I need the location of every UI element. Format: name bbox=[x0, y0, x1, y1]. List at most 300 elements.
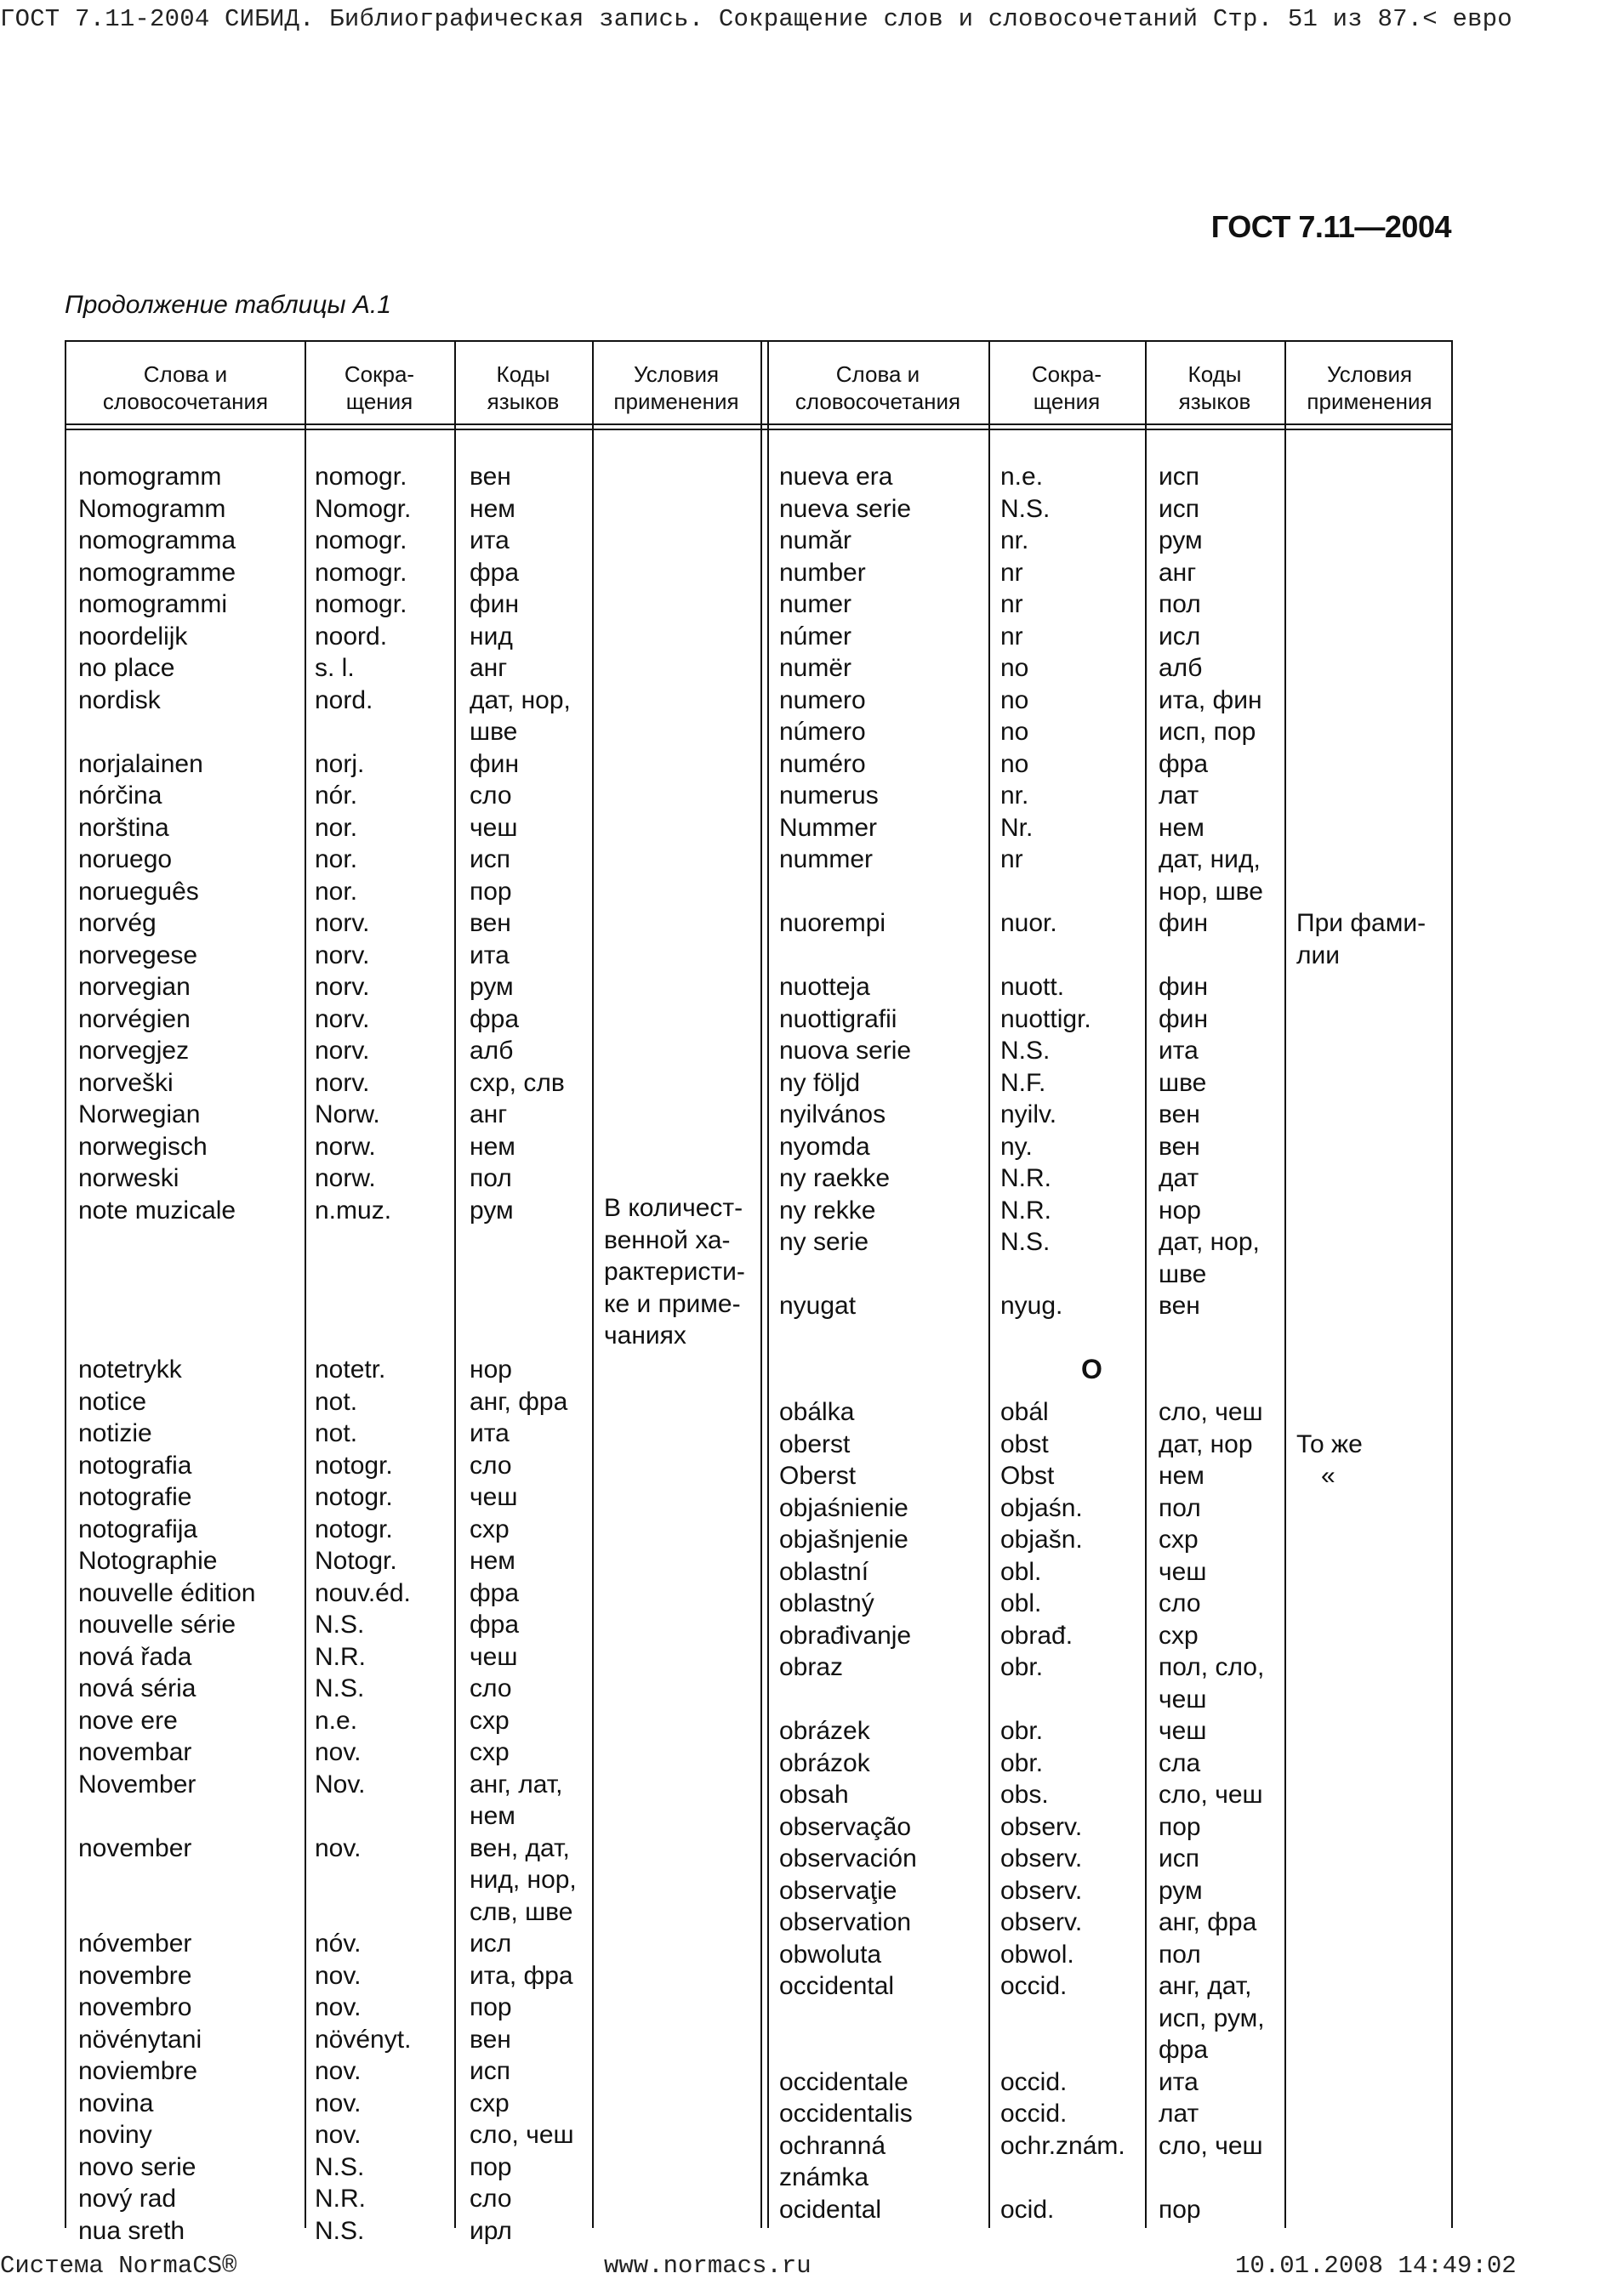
table-cell-word: ochranná bbox=[779, 2131, 886, 2160]
table-cell-word: nomogramme bbox=[78, 558, 236, 587]
table-cell-abbreviation: N.R. bbox=[315, 2185, 366, 2213]
table-cell-word: objaśnienie bbox=[779, 1493, 908, 1522]
table-cell-language-codes: пол, сло, bbox=[1159, 1653, 1265, 1681]
column-header-conditions: Условия применения bbox=[1307, 361, 1432, 414]
table-cell-abbreviation: notogr. bbox=[315, 1483, 393, 1511]
table-cell-word: noviembre bbox=[78, 2057, 198, 2085]
table-cell-word: norvegese bbox=[78, 941, 198, 969]
table-cell-language-codes: исп, рум, bbox=[1159, 2003, 1265, 2032]
table-cell-word: no place bbox=[78, 654, 175, 682]
table-cell-language-codes: фра bbox=[470, 1578, 520, 1607]
table-cell-word: norvég bbox=[78, 909, 157, 937]
table-cell-language-codes: рум bbox=[470, 1196, 514, 1225]
table-cell-language-codes: фин bbox=[470, 590, 520, 618]
table-cell-word: occidentalis bbox=[779, 2100, 913, 2128]
table-cell-abbreviation: norw. bbox=[315, 1164, 376, 1192]
table-cell-word: nouvelle série bbox=[78, 1611, 236, 1639]
table-cell-word: nuorempi bbox=[779, 909, 886, 937]
table-cell-word: nový rad bbox=[78, 2185, 177, 2213]
table-cell-language-codes: нор bbox=[470, 1355, 512, 1384]
table-cell-abbreviation: obwol. bbox=[1000, 1940, 1074, 1969]
table-cell-language-codes: сло bbox=[1159, 1589, 1201, 1617]
table-cell-word: nuotteja bbox=[779, 973, 870, 1001]
table-cell-word: notografija bbox=[78, 1515, 198, 1543]
table-cell-word: nóvember bbox=[78, 1929, 192, 1958]
table-cell-language-codes: вен bbox=[1159, 1100, 1200, 1128]
table-cell-language-codes: схр bbox=[470, 1706, 510, 1735]
table-cell-word: norvégien bbox=[78, 1004, 191, 1033]
table-cell-abbreviation: obál bbox=[1000, 1398, 1049, 1426]
table-cell-abbreviation: nóv. bbox=[315, 1929, 362, 1958]
section-letter: О bbox=[1081, 1354, 1102, 1384]
table-cell-abbreviation: observ. bbox=[1000, 1812, 1083, 1841]
table-cell-abbreviation: nov. bbox=[315, 1833, 362, 1862]
table-cell-word: norvegjez bbox=[78, 1037, 190, 1065]
table-cell-abbreviation: nr bbox=[1000, 558, 1023, 587]
table-cell-abbreviation: n.e. bbox=[315, 1706, 358, 1735]
table-cell-word: observaţie bbox=[779, 1876, 897, 1905]
table-cell-word: observación bbox=[779, 1844, 917, 1873]
table-cell-word: observation bbox=[779, 1908, 912, 1936]
table-cell-abbreviation: occid. bbox=[1000, 1972, 1068, 2000]
table-cell-language-codes: шве bbox=[1159, 1068, 1207, 1097]
table-cell-language-codes: пор bbox=[470, 877, 512, 906]
table-cell-language-codes: ита bbox=[1159, 1037, 1199, 1065]
table-cell-abbreviation: nr bbox=[1000, 622, 1023, 651]
table-cell-word: observação bbox=[779, 1812, 912, 1841]
table-cell-abbreviation: not. bbox=[315, 1419, 358, 1447]
table-cell-language-codes: шве bbox=[470, 718, 518, 746]
table-cell-word: oblastný bbox=[779, 1589, 874, 1617]
table-cell-word: occidentale bbox=[779, 2067, 908, 2096]
table-cell-word: objašnjenie bbox=[779, 1526, 908, 1554]
table-cell-word: număr bbox=[779, 526, 852, 554]
table-cell-abbreviation: nomogr. bbox=[315, 558, 407, 587]
table-cell-abbreviation: N.F. bbox=[1000, 1068, 1046, 1097]
table-cell-language-codes: вен bbox=[1159, 1132, 1200, 1161]
table-cell-language-codes: алб bbox=[470, 1037, 514, 1065]
table-cell-word: note muzicale bbox=[78, 1196, 236, 1225]
table-cell-language-codes: слв, шве bbox=[470, 1897, 573, 1926]
table-cell-language-codes: нем bbox=[470, 1802, 515, 1830]
table-cell-word: nordisk bbox=[78, 685, 161, 714]
table-cell-word: norjalainen bbox=[78, 749, 203, 778]
table-cell-language-codes: фра bbox=[1159, 2036, 1209, 2064]
table-cell-word: novo serie bbox=[78, 2152, 196, 2181]
table-cell-language-codes: рум bbox=[470, 973, 514, 1001]
table-cell-language-codes: дат bbox=[1159, 1164, 1199, 1192]
table-cell-language-codes: чеш bbox=[1159, 1685, 1207, 1713]
table-cell-abbreviation: N.R. bbox=[1000, 1164, 1051, 1192]
table-cell-abbreviation: N.S. bbox=[1000, 1228, 1051, 1256]
table-cell-language-codes: исл bbox=[1159, 622, 1201, 651]
table-cell-word: nove ere bbox=[78, 1706, 178, 1735]
table-cell-abbreviation: N.S. bbox=[315, 1674, 365, 1702]
table-cell-word: nua sreth bbox=[78, 2216, 185, 2245]
table-cell-language-codes: сло bbox=[470, 1451, 512, 1480]
table-cell-language-codes: анг, фра bbox=[470, 1387, 568, 1416]
column-divider bbox=[305, 342, 306, 2228]
table-cell-language-codes: нид bbox=[470, 622, 513, 651]
table-cell-abbreviation: nov. bbox=[315, 1993, 362, 2021]
table-cell-abbreviation: nyug. bbox=[1000, 1292, 1063, 1320]
table-cell-condition: « bbox=[1321, 1462, 1335, 1490]
table-cell-language-codes: анг, дат, bbox=[1159, 1972, 1252, 2000]
table-cell-abbreviation: nór. bbox=[315, 781, 358, 810]
table-cell-language-codes: вен, дат, bbox=[470, 1833, 570, 1862]
table-cell-word: nouvelle édition bbox=[78, 1578, 256, 1607]
table-cell-abbreviation: nov. bbox=[315, 2121, 362, 2149]
table-cell-word: noruego bbox=[78, 845, 173, 873]
table-cell-language-codes: пор bbox=[470, 2152, 512, 2181]
table-cell-word: obrađivanje bbox=[779, 1621, 912, 1650]
table-cell-abbreviation: norj. bbox=[315, 749, 365, 778]
table-cell-word: numéro bbox=[779, 749, 866, 778]
table-cell-language-codes: пол bbox=[1159, 590, 1201, 618]
table-cell-abbreviation: no bbox=[1000, 685, 1029, 714]
table-cell-word: nová séria bbox=[78, 1674, 196, 1702]
table-cell-abbreviation: obs. bbox=[1000, 1781, 1049, 1809]
table-cell-language-codes: вен bbox=[470, 2025, 511, 2054]
table-cell-word: notice bbox=[78, 1387, 147, 1416]
table-cell-language-codes: дат, нор bbox=[1159, 1429, 1253, 1458]
table-cell-abbreviation: nyilv. bbox=[1000, 1100, 1057, 1128]
table-cell-abbreviation: norv. bbox=[315, 909, 370, 937]
table-cell-word: numero bbox=[779, 685, 866, 714]
table-cell-abbreviation: N.S. bbox=[315, 1611, 365, 1639]
table-cell-abbreviation: Nr. bbox=[1000, 813, 1034, 842]
column-header-codes: Коды языков bbox=[487, 361, 560, 414]
table-cell-language-codes: фин bbox=[1159, 909, 1209, 937]
table-cell-word: Oberst bbox=[779, 1462, 857, 1490]
table-cell-word: novembro bbox=[78, 1993, 192, 2021]
table-cell-abbreviation: observ. bbox=[1000, 1844, 1083, 1873]
table-cell-word: numer bbox=[779, 590, 852, 618]
table-cell-word: nueva serie bbox=[779, 494, 912, 523]
table-cell-word: nyugat bbox=[779, 1292, 857, 1320]
table-cell-word: nueva era bbox=[779, 463, 893, 491]
table-cell-word: ny rekke bbox=[779, 1196, 876, 1225]
table-cell-word: nuova serie bbox=[779, 1037, 912, 1065]
table-cell-language-codes: рум bbox=[1159, 1876, 1203, 1905]
table-cell-language-codes: вен bbox=[470, 909, 511, 937]
table-cell-abbreviation: objaśn. bbox=[1000, 1493, 1083, 1522]
table-cell-language-codes: пол bbox=[1159, 1940, 1201, 1969]
table-cell-language-codes: чеш bbox=[1159, 1557, 1207, 1586]
table-cell-abbreviation: occid. bbox=[1000, 2100, 1068, 2128]
column-divider bbox=[1145, 342, 1147, 2228]
table-cell-word: novina bbox=[78, 2089, 154, 2117]
table-cell-language-codes: чеш bbox=[470, 813, 518, 842]
table-cell-language-codes: вен bbox=[1159, 1292, 1200, 1320]
column-divider bbox=[1284, 342, 1286, 2228]
table-cell-abbreviation: nord. bbox=[315, 685, 373, 714]
table-cell-language-codes: исл bbox=[470, 1929, 512, 1958]
table-cell-language-codes: пор bbox=[1159, 1812, 1201, 1841]
table-cell-language-codes: схр, слв bbox=[470, 1068, 565, 1097]
table-cell-language-codes: анг bbox=[470, 1100, 508, 1128]
table-cell-abbreviation: nor. bbox=[315, 877, 358, 906]
table-cell-word: November bbox=[78, 1770, 196, 1799]
table-cell-abbreviation: norv. bbox=[315, 1004, 370, 1033]
table-cell-abbreviation: obst bbox=[1000, 1429, 1049, 1458]
table-cell-word: Notographie bbox=[78, 1547, 218, 1575]
table-cell-language-codes: схр bbox=[470, 1515, 510, 1543]
table-cell-language-codes: чеш bbox=[1159, 1717, 1207, 1745]
table-cell-word: ny serie bbox=[779, 1228, 869, 1256]
table-cell-abbreviation: ocid. bbox=[1000, 2195, 1055, 2224]
table-cell-language-codes: алб bbox=[1159, 654, 1203, 682]
table-cell-language-codes: пор bbox=[470, 1993, 512, 2021]
table-cell-language-codes: схр bbox=[470, 2089, 510, 2117]
table-cell-language-codes: пор bbox=[1159, 2195, 1201, 2224]
table-cell-word: Nummer bbox=[779, 813, 878, 842]
table-cell-language-codes: исп bbox=[1159, 463, 1200, 491]
table-cell-word: occidental bbox=[779, 1972, 895, 2000]
table-cell-language-codes: нид, нор, bbox=[470, 1866, 577, 1894]
table-cell-language-codes: вен bbox=[470, 463, 511, 491]
table-cell-abbreviation: nov. bbox=[315, 1961, 362, 1990]
table-cell-abbreviation: nr bbox=[1000, 590, 1023, 618]
table-cell-word: nomogrammi bbox=[78, 590, 228, 618]
table-cell-language-codes: нем bbox=[470, 494, 515, 523]
table-cell-abbreviation: nr. bbox=[1000, 526, 1029, 554]
left-condition-note: В количест- венной ха- рактеристи- ке и приме- чаниях bbox=[604, 1194, 745, 1350]
table-cell-word: nová řada bbox=[78, 1642, 192, 1671]
table-cell-word: númer bbox=[779, 622, 852, 651]
table-cell-word: noordelijk bbox=[78, 622, 188, 651]
table-cell-language-codes: анг bbox=[1159, 558, 1197, 587]
table-cell-language-codes: лат bbox=[1159, 781, 1199, 810]
column-divider bbox=[454, 342, 456, 2228]
table-cell-abbreviation: nomogr. bbox=[315, 526, 407, 554]
table-cell-language-codes: фра bbox=[470, 1004, 520, 1033]
table-cell-language-codes: нор, шве bbox=[1159, 877, 1263, 906]
table-cell-abbreviation: Nov. bbox=[315, 1770, 366, 1799]
table-cell-word: norweski bbox=[78, 1164, 179, 1192]
table-cell-abbreviation: N.R. bbox=[1000, 1196, 1051, 1225]
table-cell-language-codes: чеш bbox=[470, 1642, 518, 1671]
table-cell-word: obwoluta bbox=[779, 1940, 882, 1969]
table-cell-abbreviation: nor. bbox=[315, 845, 358, 873]
table-cell-abbreviation: nouv.éd. bbox=[315, 1578, 411, 1607]
table-cell-word: Nomogramm bbox=[78, 494, 226, 523]
table-cell-abbreviation: occid. bbox=[1000, 2067, 1068, 2096]
table-cell-abbreviation: ny. bbox=[1000, 1132, 1033, 1161]
table-cell-abbreviation: noord. bbox=[315, 622, 388, 651]
table-cell-abbreviation: nuor. bbox=[1000, 909, 1057, 937]
footer-system: Система NormaCS® bbox=[0, 2252, 237, 2280]
table-cell-abbreviation: nuottigr. bbox=[1000, 1004, 1091, 1033]
table-cell-language-codes: дат, нид, bbox=[1159, 845, 1261, 873]
table-cell-language-codes: чеш bbox=[470, 1483, 518, 1511]
table-cell-word: növénytani bbox=[78, 2025, 202, 2054]
table-cell-abbreviation: no bbox=[1000, 718, 1029, 746]
table-cell-word: notografia bbox=[78, 1451, 192, 1480]
column-header-words: Слова и словосочетания bbox=[102, 361, 269, 414]
table-cell-language-codes: ита bbox=[1159, 2067, 1199, 2096]
table-cell-abbreviation: Obst bbox=[1000, 1462, 1055, 1490]
table-cell-abbreviation: objašn. bbox=[1000, 1526, 1083, 1554]
table-cell-word: nórčina bbox=[78, 781, 162, 810]
table-cell-abbreviation: notetr. bbox=[315, 1355, 386, 1384]
table-cell-word: nomogramma bbox=[78, 526, 236, 554]
table-cell-abbreviation: notogr. bbox=[315, 1515, 393, 1543]
table-cell-language-codes: исп bbox=[470, 845, 511, 873]
table-cell-abbreviation: nov. bbox=[315, 2057, 362, 2085]
column-header-words: Слова и словосочетания bbox=[794, 361, 961, 414]
table-cell-language-codes: сло bbox=[470, 781, 512, 810]
table-cell-language-codes: ирл bbox=[470, 2216, 512, 2245]
column-divider bbox=[988, 342, 990, 2228]
column-divider bbox=[760, 342, 762, 2228]
table-cell-language-codes: нем bbox=[470, 1547, 515, 1575]
table-cell-language-codes: нем bbox=[470, 1132, 515, 1161]
table-cell-condition: При фами- bbox=[1296, 909, 1427, 937]
table-cell-language-codes: ита, фра bbox=[470, 1961, 573, 1990]
table-continuation-caption: Продолжение таблицы А.1 bbox=[65, 291, 391, 319]
column-header-codes: Коды языков bbox=[1178, 361, 1251, 414]
table-cell-word: ocidental bbox=[779, 2195, 882, 2224]
table-cell-abbreviation: norv. bbox=[315, 1037, 370, 1065]
table-cell-language-codes: фин bbox=[1159, 1004, 1209, 1033]
table-cell-word: obálka bbox=[779, 1398, 855, 1426]
table-cell-abbreviation: obr. bbox=[1000, 1653, 1044, 1681]
table-cell-word: obrázek bbox=[779, 1717, 870, 1745]
table-cell-language-codes: пол bbox=[470, 1164, 512, 1192]
table-cell-language-codes: анг, фра bbox=[1159, 1908, 1257, 1936]
table-cell-word: numër bbox=[779, 654, 852, 682]
table-cell-language-codes: фин bbox=[1159, 973, 1209, 1001]
table-cell-word: norština bbox=[78, 813, 169, 842]
table-cell-word: známka bbox=[779, 2163, 869, 2191]
table-cell-abbreviation: Norw. bbox=[315, 1100, 380, 1128]
table-cell-language-codes: фра bbox=[1159, 749, 1209, 778]
table-cell-abbreviation: nomogr. bbox=[315, 463, 407, 491]
table-cell-language-codes: исп bbox=[1159, 1844, 1200, 1873]
table-cell-word: oberst bbox=[779, 1429, 851, 1458]
table-cell-abbreviation: no bbox=[1000, 749, 1029, 778]
table-cell-word: numerus bbox=[779, 781, 879, 810]
header-rule bbox=[66, 423, 1451, 425]
table-cell-language-codes: шве bbox=[1159, 1259, 1207, 1288]
column-divider bbox=[767, 342, 769, 2228]
table-cell-abbreviation: nr bbox=[1000, 845, 1023, 873]
table-cell-language-codes: ита bbox=[470, 941, 510, 969]
table-cell-abbreviation: s. l. bbox=[315, 654, 355, 682]
table-cell-abbreviation: N.R. bbox=[315, 1642, 366, 1671]
table-cell-language-codes: анг, лат, bbox=[470, 1770, 563, 1799]
table-cell-language-codes: схр bbox=[470, 1738, 510, 1766]
table-cell-word: noviny bbox=[78, 2121, 152, 2149]
table-cell-abbreviation: notogr. bbox=[315, 1451, 393, 1480]
table-cell-word: nuottigrafii bbox=[779, 1004, 897, 1033]
table-cell-abbreviation: not. bbox=[315, 1387, 358, 1416]
table-cell-word: novembar bbox=[78, 1738, 192, 1766]
table-cell-abbreviation: obl. bbox=[1000, 1589, 1042, 1617]
table-cell-abbreviation: nor. bbox=[315, 813, 358, 842]
table-cell-language-codes: ита, фин bbox=[1159, 685, 1262, 714]
table-cell-abbreviation: norv. bbox=[315, 941, 370, 969]
table-cell-word: nummer bbox=[779, 845, 874, 873]
table-cell-word: notizie bbox=[78, 1419, 152, 1447]
table-cell-language-codes: сла bbox=[1159, 1748, 1201, 1777]
table-cell-abbreviation: nov. bbox=[315, 2089, 362, 2117]
table-cell-language-codes: фра bbox=[470, 558, 520, 587]
table-cell-condition: То же bbox=[1296, 1429, 1363, 1458]
table-cell-abbreviation: observ. bbox=[1000, 1908, 1083, 1936]
abbreviation-table bbox=[65, 340, 1453, 2245]
table-cell-abbreviation: norw. bbox=[315, 1132, 376, 1161]
table-cell-word: nomogramm bbox=[78, 463, 222, 491]
document-code: ГОСТ 7.11—2004 bbox=[1210, 209, 1451, 244]
column-header-abbr: Сокра- щения bbox=[1031, 361, 1102, 414]
table-cell-abbreviation: nomogr. bbox=[315, 590, 407, 618]
table-cell-language-codes: исп bbox=[470, 2057, 511, 2085]
table-cell-abbreviation: N.S. bbox=[315, 2152, 365, 2181]
table-cell-abbreviation: obrađ. bbox=[1000, 1621, 1073, 1650]
table-cell-word: Norwegian bbox=[78, 1100, 201, 1128]
table-cell-word: nyilvános bbox=[779, 1100, 886, 1128]
table-cell-language-codes: схр bbox=[1159, 1621, 1199, 1650]
footer-datetime: 10.01.2008 14:49:02 bbox=[1235, 2252, 1517, 2280]
table-cell-language-codes: нем bbox=[1159, 1462, 1204, 1490]
table-cell-language-codes: сло, чеш bbox=[470, 2121, 574, 2149]
table-cell-language-codes: ита bbox=[470, 1419, 510, 1447]
table-cell-language-codes: сло bbox=[470, 1674, 512, 1702]
table-cell-language-codes: фра bbox=[470, 1611, 520, 1639]
table-cell-abbreviation: nr. bbox=[1000, 781, 1029, 810]
table-cell-language-codes: схр bbox=[1159, 1526, 1199, 1554]
table-cell-language-codes: лат bbox=[1159, 2100, 1199, 2128]
table-cell-abbreviation: observ. bbox=[1000, 1876, 1083, 1905]
table-cell-language-codes: сло bbox=[470, 2185, 512, 2213]
table-cell-word: número bbox=[779, 718, 866, 746]
table-cell-language-codes: исп, пор bbox=[1159, 718, 1256, 746]
table-cell-abbreviation: Notogr. bbox=[315, 1547, 397, 1575]
table-cell-word: obraz bbox=[779, 1653, 844, 1681]
table-cell-abbreviation: no bbox=[1000, 654, 1029, 682]
table-cell-language-codes: нор bbox=[1159, 1196, 1201, 1225]
header-rule bbox=[66, 429, 1451, 430]
table-cell-abbreviation: Nomogr. bbox=[315, 494, 412, 523]
table-cell-abbreviation: ochr.znám. bbox=[1000, 2131, 1125, 2160]
table-cell-word: nyomda bbox=[779, 1132, 870, 1161]
table-cell-condition: лии bbox=[1296, 941, 1341, 969]
table-cell-word: norueguês bbox=[78, 877, 199, 906]
table-cell-language-codes: анг bbox=[470, 654, 508, 682]
table-cell-language-codes: сло, чеш bbox=[1159, 1398, 1263, 1426]
column-header-conditions: Условия применения bbox=[613, 361, 739, 414]
table-cell-language-codes: пол bbox=[1159, 1493, 1201, 1522]
table-cell-language-codes: нем bbox=[1159, 813, 1204, 842]
table-cell-word: novembre bbox=[78, 1961, 192, 1990]
table-cell-word: obsah bbox=[779, 1781, 849, 1809]
table-cell-abbreviation: obr. bbox=[1000, 1748, 1044, 1777]
table-cell-language-codes: фин bbox=[470, 749, 520, 778]
table-cell-abbreviation: norv. bbox=[315, 1068, 370, 1097]
column-header-abbr: Сокра- щения bbox=[344, 361, 415, 414]
table-cell-word: oblastní bbox=[779, 1557, 869, 1586]
table-cell-abbreviation: obl. bbox=[1000, 1557, 1042, 1586]
table-cell-word: norwegisch bbox=[78, 1132, 208, 1161]
table-cell-abbreviation: n.muz. bbox=[315, 1196, 392, 1225]
table-cell-word: ny följd bbox=[779, 1068, 861, 1097]
table-cell-abbreviation: növényt. bbox=[315, 2025, 412, 2054]
table-cell-language-codes: сло, чеш bbox=[1159, 1781, 1263, 1809]
table-cell-language-codes: рум bbox=[1159, 526, 1203, 554]
table-cell-abbreviation: obr. bbox=[1000, 1717, 1044, 1745]
